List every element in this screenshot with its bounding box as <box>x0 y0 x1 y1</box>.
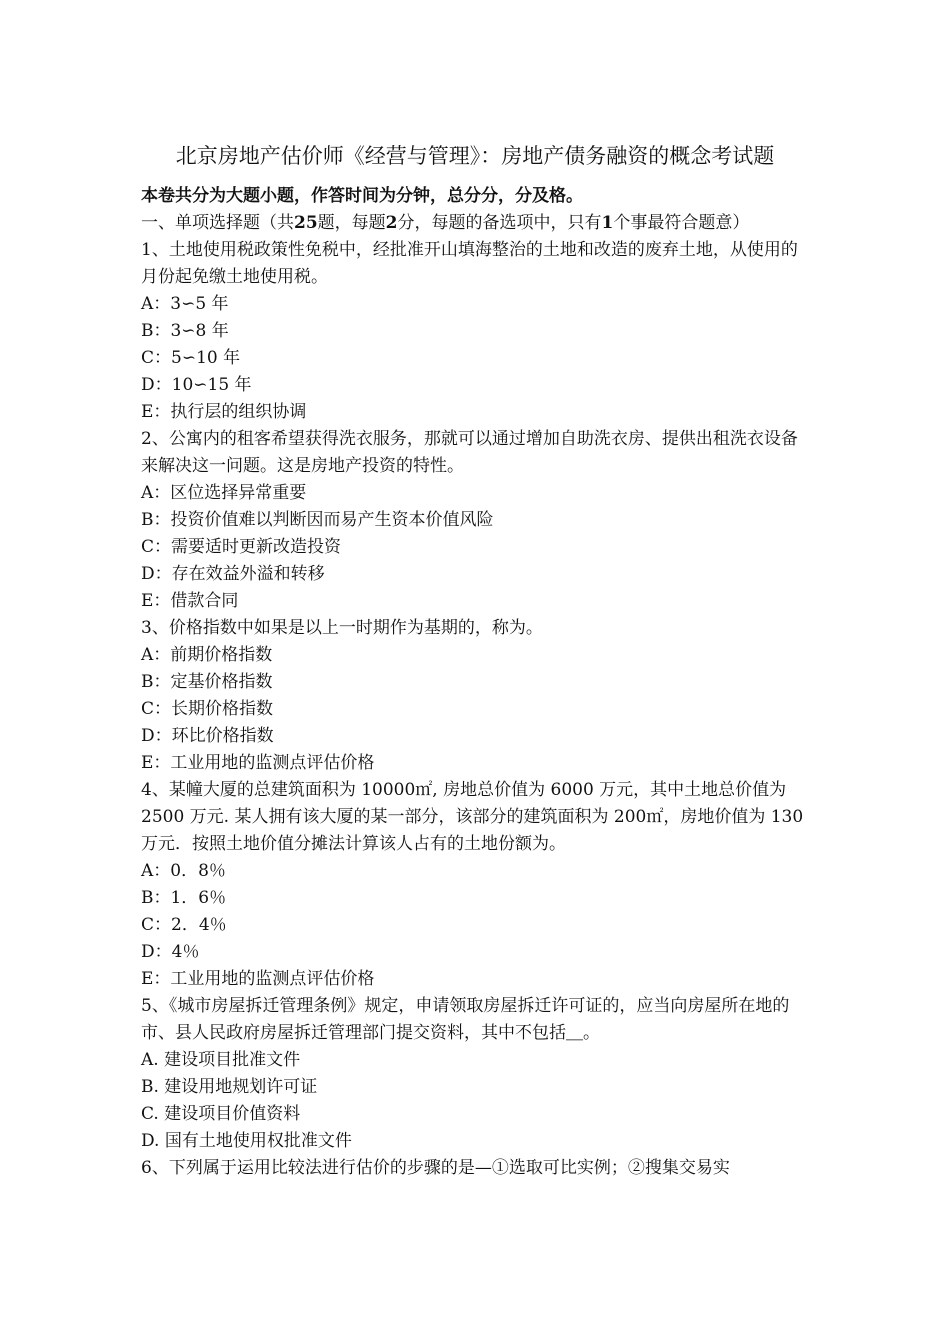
answer-option: E：工业用地的监测点评估价格 <box>141 969 375 989</box>
answer-option: A：前期价格指数 <box>141 645 273 665</box>
answer-option: E：工业用地的监测点评估价格 <box>141 753 375 773</box>
answer-option: A. 建设项目批准文件 <box>141 1050 301 1070</box>
question-stem: 6、下列属于运用比较法进行估价的步骤的是—①选取可比实例；②搜集交易实 <box>141 1158 730 1178</box>
section-heading: 一、单项选择题（共25题，每题2分，每题的备选项中，只有1个事最符合题意） <box>141 213 750 233</box>
answer-option: D：存在效益外溢和转移 <box>141 564 325 584</box>
answer-option: D：4％ <box>141 942 200 962</box>
answer-option: B：投资价值难以判断因而易产生资本价值风险 <box>141 510 494 530</box>
answer-option: E：执行层的组织协调 <box>141 402 307 422</box>
document-title: 北京房地产估价师《经营与管理》：房地产债务融资的概念考试题 <box>175 144 775 168</box>
answer-option: A：3∽5 年 <box>141 294 229 314</box>
answer-option: B：定基价格指数 <box>141 672 273 692</box>
document-body <box>141 183 811 1182</box>
answer-option: B. 建设用地规划许可证 <box>141 1077 318 1097</box>
answer-option: A：0．8％ <box>141 861 226 881</box>
answer-option: B：1．6％ <box>141 888 227 908</box>
answer-option: C：2．4％ <box>141 915 227 935</box>
question-stem: 4、某幢大厦的总建筑面积为 10000㎡, 房地总价值为 6000 万元，其中土地总价值为 2500 万元. 某人拥有该大厦的某一部分，该部分的建筑面积为 200㎡，房地价值为 130 万元．按照土地价值分摊法计算该人占有的土地份额为。 <box>141 780 804 854</box>
exam-intro: 本卷共分为大题小题，作答时间为分钟，总分分，分及格。 <box>141 186 583 206</box>
answer-option: D：10∽15 年 <box>141 375 252 395</box>
answer-option: C. 建设项目价值资料 <box>141 1104 301 1124</box>
answer-option: D：环比价格指数 <box>141 726 274 746</box>
question-stem: 5、《城市房屋拆迁管理条例》规定，申请领取房屋拆迁许可证的，应当向房屋所在地的市、县人民政府房屋拆迁管理部门提交资料，其中不包括＿。 <box>141 996 790 1043</box>
answer-option: C：需要适时更新改造投资 <box>141 537 342 557</box>
answer-option: C：长期价格指数 <box>141 699 274 719</box>
question-stem: 3、价格指数中如果是以上一时期作为基期的，称为。 <box>141 618 543 638</box>
answer-option: A：区位选择异常重要 <box>141 483 307 503</box>
question-stem: 1、土地使用税政策性免税中，经批准开山填海整治的土地和改造的废弃土地，从使用的月份起免缴土地使用税。 <box>141 240 798 287</box>
answer-option: E：借款合同 <box>141 591 239 611</box>
answer-option: C：5∽10 年 <box>141 348 241 368</box>
answer-option: D. 国有土地使用权批准文件 <box>141 1131 352 1151</box>
question-stem: 2、公寓内的租客希望获得洗衣服务，那就可以通过增加自助洗衣房、提供出租洗衣设备来解决这一问题。这是房地产投资的特性。 <box>141 429 798 476</box>
answer-option: B：3∽8 年 <box>141 321 229 341</box>
